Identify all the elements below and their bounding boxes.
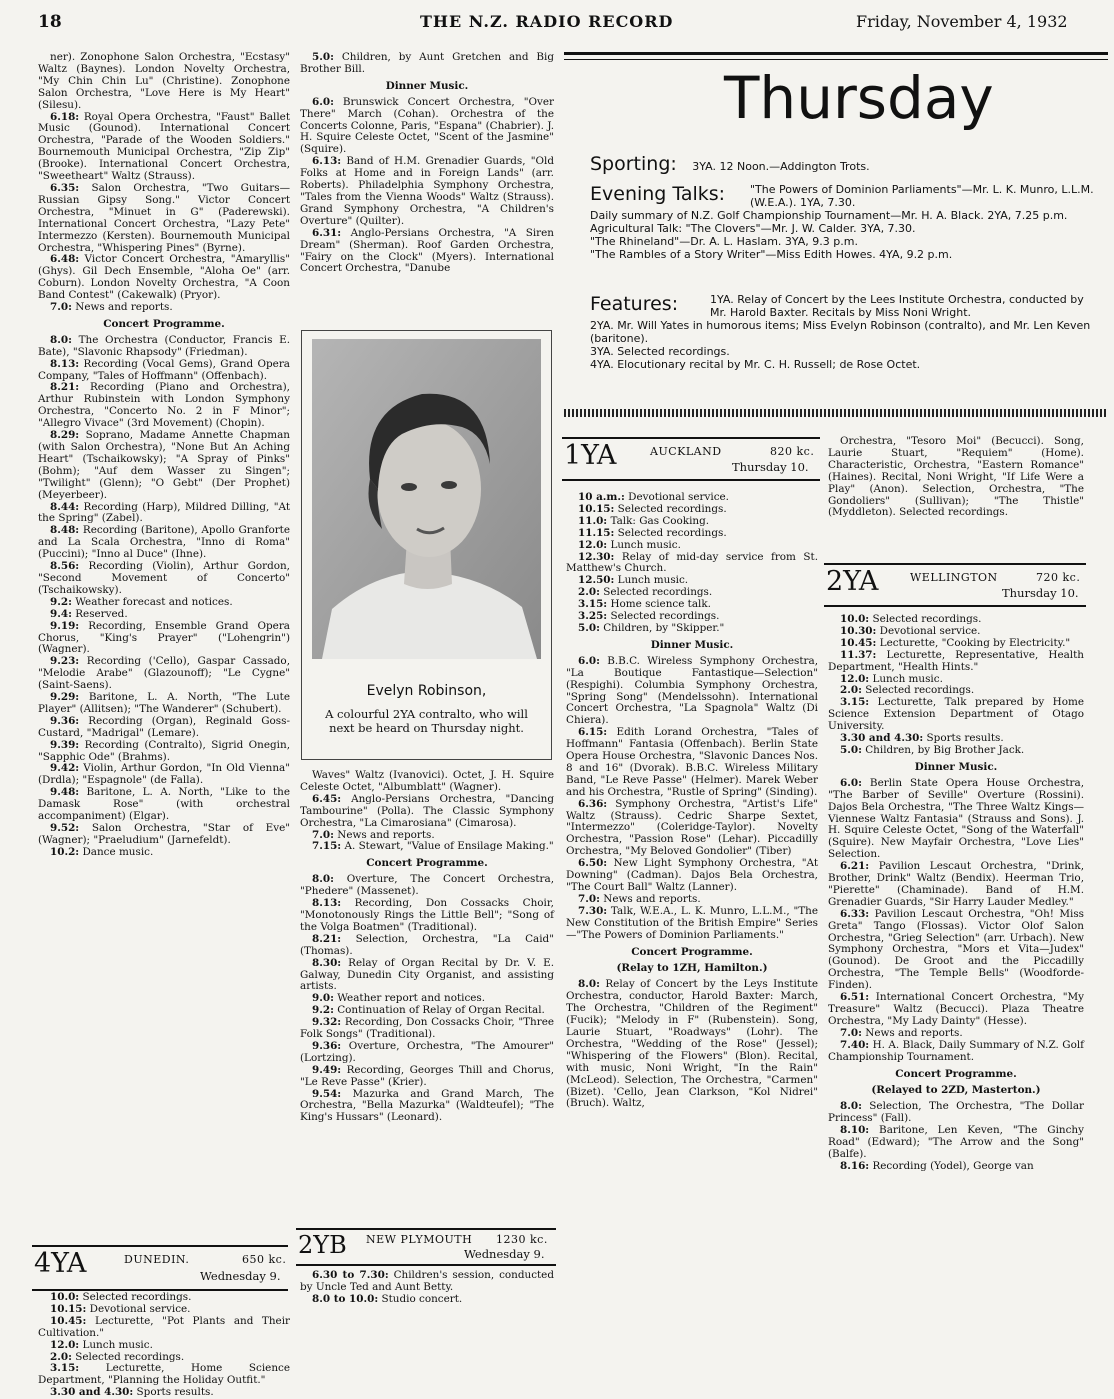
station-code: 4YA [34,1248,87,1279]
feature-item: 4YA. Elocutionary recital by Mr. C. H. Russell; de Rose Octet. [590,358,921,371]
masthead: THE N.Z. RADIO RECORD [420,12,674,31]
talks-row [590,183,1095,261]
listing-item: 9.42: Violin, Arthur Gordon, "In Old Vienna" (Drdla); "Espagnole" (de Falla). [38,762,290,787]
listing-item: 8.16: Recording (Yodel), George van [840,1159,1034,1172]
listing-item: 8.0: Overture, The Concert Orchestra, "Phedere" (Massenet). [300,873,554,898]
feature-item: 2YA. Mr. Will Yates in humorous items; Miss Evelyn Robinson (contralto), and Mr. Len Keven (baritone). [590,319,1091,345]
thursday-title: Thursday [724,64,994,132]
listing-item: 5.0: Children, by "Skipper." [578,621,725,634]
station-city: DUNEDIN. [124,1253,190,1266]
listing-item: 5.0: Children, by Aunt Gretchen and Big Brother Bill. [300,51,554,75]
listing-item: 6.18: Royal Opera Orchestra, "Faust" Ballet Music (Gounod). International Concert Orchestra, "Parade of the Wooden Soldiers." Bournemouth Municipal Orchestra, "Zip Zip" (Brooke). International Concert Orchestra, "Sweetheart" Waltz (Strauss). [38,110,290,183]
listing-item: 9.23: Recording ('Cello), Gaspar Cassado, "Melodie Arabe" (Glazounoff); "Le Cygne" (Saint-Saens). [38,655,290,692]
listing-item: 2.0: Selected recordings. [50,1350,185,1363]
listing-item: 9.36: Overture, Orchestra, "The Amourer" (Lortzing). [300,1039,554,1064]
listing-item: 9.32: Recording, Don Cossacks Choir, "Three Folk Songs" (Traditional). [300,1016,554,1041]
photo-name: Evelyn Robinson, [366,683,487,699]
station-code: 1YA [564,440,617,471]
sporting-text: 3YA. 12 Noon.—Addington Trots. [692,160,870,173]
column-1 [38,52,290,859]
listing-item: 5.0: Children, by Big Brother Jack. [840,743,1025,756]
section-heading: Concert Programme. [895,1067,1017,1080]
features-label: Features: [590,293,679,315]
listing-item: 8.29: Soprano, Madame Annette Chapman (with Salon Orchestra), "None But An Aching Heart" (Tschaikowsky); "A Spray of Pinks" (Bohm); "Auf dem Wasser zu Singen"; "Twilight" (Glenn); "O Gebt" (Der Prophet) (Meyerbeer). [38,429,290,501]
column-2-bottom [300,770,554,1124]
listing-item: 9.48: Baritone, L. A. North, "Like to the Damask Rose" (with orchestral accompaniment) (Elgar). [38,786,290,823]
station-code: 2YB [298,1231,347,1259]
listing-item: 6.0: B.B.C. Wireless Symphony Orchestra, "La Boutique Fantastique—Selection" (Respighi). Columbia Symphony Orchestra, "Spring Song" (Mendelssohn). International Concert Orchestra, "La Spagnola" Waltz (Di Chiera). [566,654,818,727]
feature-item: 3YA. Selected recordings. [590,345,730,358]
listing-item: 8.56: Recording (Violin), Arthur Gordon, "Second Movement of Concerto" (Tschaikowsky). [38,560,290,596]
portrait-image [312,339,541,659]
listing-item: 8.10: Baritone, Len Keven, "The Ginchy Road" (Edward); "The Arrow and the Song" (Balfe). [828,1124,1084,1160]
station-day: Thursday 10. [732,460,809,474]
feature-item: 1YA. Relay of Concert by the Lees Institute Orchestra, conducted by Mr. Harold Baxter. Recitals by Miss Noni Wright. [710,293,1084,319]
station-city: AUCKLAND [650,445,722,458]
listing-item: 7.40: H. A. Black, Daily Summary of N.Z. Golf Championship Tournament. [828,1038,1084,1063]
section-heading: Concert Programme. [631,945,753,958]
station-frequency: 720 kc. [1036,571,1081,584]
listing-item: 9.49: Recording, Georges Thill and Chorus, "Le Reve Passe" (Krier). [300,1063,554,1088]
listing-item: 6.51: International Concert Orchestra, "My Treasure" Waltz (Becucci). Plaza Theatre Orchestra, "My Lady Dainty" (Hesse). [828,991,1084,1027]
listing-item: 9.4: Reserved. [50,607,128,620]
listing-item: 2.0: Selected recordings. [578,586,713,599]
listing-item: 9.2: Weather forecast and notices. [50,595,233,608]
listing-item: 8.30: Relay of Organ Recital by Dr. V. E. Galway, Dunedin City Organist, and assisting artists. [300,956,554,993]
listing-item: 12.30: Relay of mid-day service from St. Matthew's Church. [566,550,818,575]
listing-item: 8.13: Recording (Vocal Gems), Grand Opera Company, "Tales of Hoffmann" (Offenbach). [38,357,290,382]
sporting-row [590,153,1095,175]
listing-item: 12.0: Lunch music. [578,538,681,551]
section-subheading: (Relayed to 2ZD, Masterton.) [871,1084,1041,1097]
listing-item: 6.0: Berlin State Opera House Orchestra, "The Barber of Seville" Overture (Rossini). Dajos Bela Orchestra, "The Three Waltz Kings—Viennese Waltz Fantasia" (Strauss and Sons). J. H. Squire Celeste Octet, "Song of the Waterfall" (Squire). New Mayfair Orchestra, "Love Lies" Selection. [828,776,1084,861]
listing-item: 6.35: Salon Orchestra, "Two Guitars—Russian Gipsy Song." Victor Concert Orchestra, "Minuet in G" (Paderewski). International Concert Orchestra, "Lazy Pete" Intermezzo (Kersten). Bournemouth Municipal Orchestra, "Whispering Pines" (Byrne). [38,181,290,254]
listing-item: 8.0 to 10.0: Studio concert. [312,1292,463,1305]
talks-label: Evening Talks: [590,183,726,205]
listing-item: 8.0: Relay of Concert by the Leys Institute Orchestra, conductor, Harold Baxter: March, The Orchestra, "Children of the Regiment" (Fucik); "Melody in F" (Rubenstein). Song, Laurie Stuart, "Roadways" (Lohr). The Orchestra, "Wedding of the Rose" (Jessel); "Whispering of the Flowers" (Blon). Recital, with music, Noni Wright, "In the Rain" (McLeod). Selection, The Orchestra, "Carmen" (Bizet). 'Cello, Jean Clarkson, "Kol Nidrei" (Bruch). Waltz, [566,978,818,1110]
station-code: 2YA [826,566,879,597]
talk-item: Daily summary of N.Z. Golf Championship Tournament—Mr. H. A. Black. 2YA, 7.25 p.m. [590,209,1068,222]
page-number: 18 [38,12,62,32]
talk-item: "The Rambles of a Story Writer"—Miss Edith Howes. 4YA, 9.2 p.m. [590,248,953,261]
station-day: Thursday 10. [1002,586,1079,600]
listing-item: 3.30 and 4.30: Sports results. [50,1386,214,1399]
station-city: WELLINGTON [910,571,998,584]
station-day: Wednesday 9. [464,1247,545,1261]
listing-item: 10.30: Devotional service. [840,624,981,637]
station-2yb-list [300,1270,554,1306]
banner-rule [564,59,1108,62]
listing-item: 10.0: Selected recordings. [840,613,982,625]
section-subheading: (Relay to 1ZH, Hamilton.) [616,962,768,975]
dotted-divider [564,409,1108,417]
listing-item: 7.30: Talk, W.E.A., L. K. Munro, L.L.M., "The New Constitution of the British Empire" Series—"The Powers of Dominion Parliaments." [566,904,818,941]
listing-item: 6.15: Edith Lorand Orchestra, "Tales of Hoffmann" Fantasia (Offenbach). Berlin State Opera House Orchestra, "Slavonic Dances Nos. 8 and 16" (Dvorak). B.B.C. Wireless Military Band, "Le Reve Passe" (Helmer). Marek Weber and his Orchestra, "Rustle of Spring" (Sinding). [566,726,818,798]
listing-item: 9.19: Recording, Ensemble Grand Opera Chorus, "King's Prayer" ("Lohengrin") (Wagner). [38,619,290,656]
listing-item: 8.48: Recording (Baritone), Apollo Granforte and La Scala Orchestra, "Inno di Roma" (Puccini); "Inno al Duce" (Ihne). [38,524,290,561]
listing-item: 9.36: Recording (Organ), Reginald Goss-Custard, "Madrigal" (Lemare). [38,714,290,739]
column-3 [566,492,818,1110]
listing-item: 7.0: News and reports. [578,892,701,905]
station-day: Wednesday 9. [200,1269,281,1283]
listing-item: 3.15: Lecturette, Home Science Department, "Planning the Holiday Outfit." [38,1362,290,1387]
photo-evelyn-robinson [301,330,552,760]
section-heading: Dinner Music. [914,760,998,773]
listing-item: 6.13: Band of H.M. Grenadier Guards, "Old Folks at Home and in Foreign Lands" (arr. Roberts). Philadelphia Symphony Orchestra, "Tales from the Vienna Woods" Waltz (Strauss). Grand Symphony Orchestra, "A Children's Overture" (Quilter). [300,155,554,227]
listing-item: 10.2: Dance music. [50,845,154,858]
listing-item: 3.25: Selected recordings. [578,610,720,623]
issue-date: Friday, November 4, 1932 [856,12,1068,31]
listing-item: 7.0: News and reports. [50,301,173,314]
listing-item: 8.13: Recording, Don Cossacks Choir, "Monotonously Rings the Little Bell"; "Song of the Volga Boatmen" (Traditional). [300,897,554,933]
photo-caption: A colourful 2YA contralto, who will next be heard on Thursday night. [325,707,528,735]
listing-item: 9.29: Baritone, L. A. North, "The Lute Player" (Allitsen); "The Wanderer" (Schubert). [38,691,290,715]
listing-item: 3.15: Lecturette, Talk prepared by Home Science Extension Department of Otago University. [828,696,1084,733]
listing-item: 6.36: Symphony Orchestra, "Artist's Life" Waltz (Strauss). Cedric Sharpe Sextet, "Intermezzo" (Coleridge-Taylor). Novelty Orchestra, "Passion Rose" (Lehar). Piccadilly Orchestra, "My Beloved Gondolier" (Tiber) [566,797,818,858]
listing-item: 8.0: Selection, The Orchestra, "The Dollar Princess" (Fall). [828,1100,1084,1125]
listing-item: 6.30 to 7.30: Children's session, conducted by Uncle Ted and Aunt Betty. [300,1269,554,1293]
column-2-top [300,52,554,275]
station-frequency: 650 kc. [242,1253,287,1266]
listing-item: 3.30 and 4.30: Sports results. [840,732,1004,745]
listing-item: 9.54: Mazurka and Grand March, The Orchestra, "Bella Mazurka" (Waldteufel); "The King's Hussars" (Leonard). [300,1087,554,1124]
portrait-illustration [312,339,541,659]
station-city: NEW PLYMOUTH [366,1233,473,1246]
listing-item: 11.15: Selected recordings. [578,526,727,539]
listing-item: 6.50: New Light Symphony Orchestra, "At Downing" (Cadman). Dajos Bela Orchestra, "The Court Ball" Waltz (Lanner). [566,857,818,893]
listing-item: 11.37: Lecturette, Representative, Health Department, "Health Hints." [828,648,1084,673]
listing-item: 10.45: Lecturette, "Cooking by Electricity." [840,636,1071,649]
page-header [0,0,1114,44]
section-heading: Dinner Music. [385,79,469,92]
column-4-top [828,436,1084,519]
listing-item: 10.45: Lecturette, "Pot Plants and Their Cultivation." [38,1314,290,1339]
listing-item: 6.21: Pavilion Lescaut Orchestra, "Drink, Brother, Drink" Waltz (Bendix). Heerman Trio, "Pierette" (Chaminade). Band of H.M. Grenadier Guards, "Sir Harry Lauder Medley." [828,860,1084,908]
listing-item: 3.15: Home science talk. [578,598,711,611]
listing-item: 6.31: Anglo-Persians Orchestra, "A Siren Dream" (Sherman). Roof Garden Orchestra, "Fairy on the Clock" (Myers). International Concert Orchestra, "Danube [300,226,554,275]
station-4ya-header [32,1245,288,1291]
listing-item: 7.15: A. Stewart, "Value of Ensilage Making." [312,840,554,853]
station-1ya-header [562,437,820,481]
station-frequency: 1230 kc. [496,1233,548,1246]
listing-item: 7.0: News and reports. [312,828,435,841]
section-heading: Concert Programme. [103,317,225,330]
listing-item: 2.0: Selected recordings. [840,684,975,697]
listing-item: 10.0: Selected recordings. [50,1291,192,1303]
listing-item: 8.21: Selection, Orchestra, "La Caid" (Thomas). [300,932,554,957]
listing-item: 9.0: Weather report and notices. [312,992,486,1005]
listing-item: 8.0: The Orchestra (Conductor, Francis E. Bate), "Slavonic Rhapsody" (Friedman). [38,333,290,358]
column-4 [828,614,1084,1173]
talk-item: Agricultural Talk: "The Clovers"—Mr. J. W. Calder. 3YA, 7.30. [590,222,916,235]
station-4ya-list [38,1292,290,1399]
listing-item: 12.50: Lunch music. [578,574,689,587]
listing-item: 9.39: Recording (Contralto), Sigrid Onegin, "Sapphic Ode" (Brahms). [38,738,290,763]
section-heading: Dinner Music. [650,638,734,651]
listing-item: 8.44: Recording (Harp), Mildred Dilling, "At the Spring" (Zabel). [38,500,290,525]
station-2ya-header [824,563,1086,607]
listing-item: Orchestra, "Tesoro Moi" (Becucci). Song, Laurie Stuart, "Requiem" (Home). Characteristic, Orchestra, "Eastern Romance" (Haines). Recital, Noni Wright, "If Life Were a Play" (Anon). Selection, Orchestra, "The Gondoliers" (Sullivan); "The Thistle" (Myddleton). Selected recordings. [828,435,1084,519]
talk-item: "The Rhineland"—Dr. A. L. Haslam. 3YA, 9.3 p.m. [590,235,858,248]
listing-item: Waves" Waltz (Ivanovici). Octet, J. H. Squire Celeste Octet, "Albumblatt" (Wagner). [300,769,554,793]
features-row [590,293,1095,371]
section-heading: Concert Programme. [366,857,488,870]
listing-item: ner). Zonophone Salon Orchestra, "Ecstasy" Waltz (Baynes). London Novelty Orchestra, "My Chin Chin Lu" (Christine). Zonophone Salon Orchestra, "Love Here is My Heart" (Silesu). [38,51,290,111]
listing-item: 12.0: Lunch music. [50,1338,153,1351]
listing-item: 8.21: Recording (Piano and Orchestra), Arthur Rubinstein with London Symphony Orchestra, "Concerto No. 2 in F Minor"; "Allegro Vivace" (3rd Movement) (Chopin). [38,381,290,430]
listing-item: 9.2: Continuation of Relay of Organ Recital. [312,1004,545,1017]
listing-item: 10.15: Selected recordings. [578,502,727,515]
talk-item: "The Powers of Dominion Parliaments"—Mr. L. K. Munro, L.L.M. (W.E.A.). 1YA, 7.30. [750,183,1094,209]
listing-item: 6.48: Victor Concert Orchestra, "Amaryllis" (Ghys). Gil Dech Ensemble, "Aloha Oe" (arr. Coburn). London Novelty Orchestra, "A Coon Band Contest" (Cakewalk) (Pryor). [38,253,290,302]
station-2yb-header [296,1228,556,1266]
listing-item: 10.15: Devotional service. [50,1302,191,1315]
listing-item: 9.52: Salon Orchestra, "Star of Eve" (Wagner); "Praeludium" (Jarnefeldt). [38,822,290,846]
station-frequency: 820 kc. [770,445,815,458]
listing-item: 10 a.m.: Devotional service. [578,491,729,503]
listing-item: 6.33: Pavilion Lescaut Orchestra, "Oh! Miss Greta" Tango (Flossas). Victor Olof Salon Orchestra, "Grieg Selection" (arr. Urbach). New Symphony Orchestra, "Mors et Vita—Judex" (Gounod). De Groot and the Piccadilly Orchestra, "The Temple Bells" (Woodforde-Finden). [828,907,1084,992]
listing-item: 6.0: Brunswick Concert Orchestra, "Over There" March (Cohan). Orchestra of the Concerts Colonne, Paris, "Espana" (Chabrier). J. H. Squire Celeste Octet, "Scent of the Jasmine" (Squire). [300,95,554,156]
listing-item: 11.0: Talk: Gas Cooking. [578,514,710,527]
listing-item: 6.45: Anglo-Persians Orchestra, "Dancing Tambourine" (Polla). The Classic Symphony Orchestra, "La Cimarosiana" (Cimarosa). [300,792,554,829]
thursday-banner [564,52,1108,150]
listing-item: 12.0: Lunch music. [840,672,943,685]
sporting-label: Sporting: [590,153,677,175]
listing-item: 7.0: News and reports. [840,1026,963,1039]
